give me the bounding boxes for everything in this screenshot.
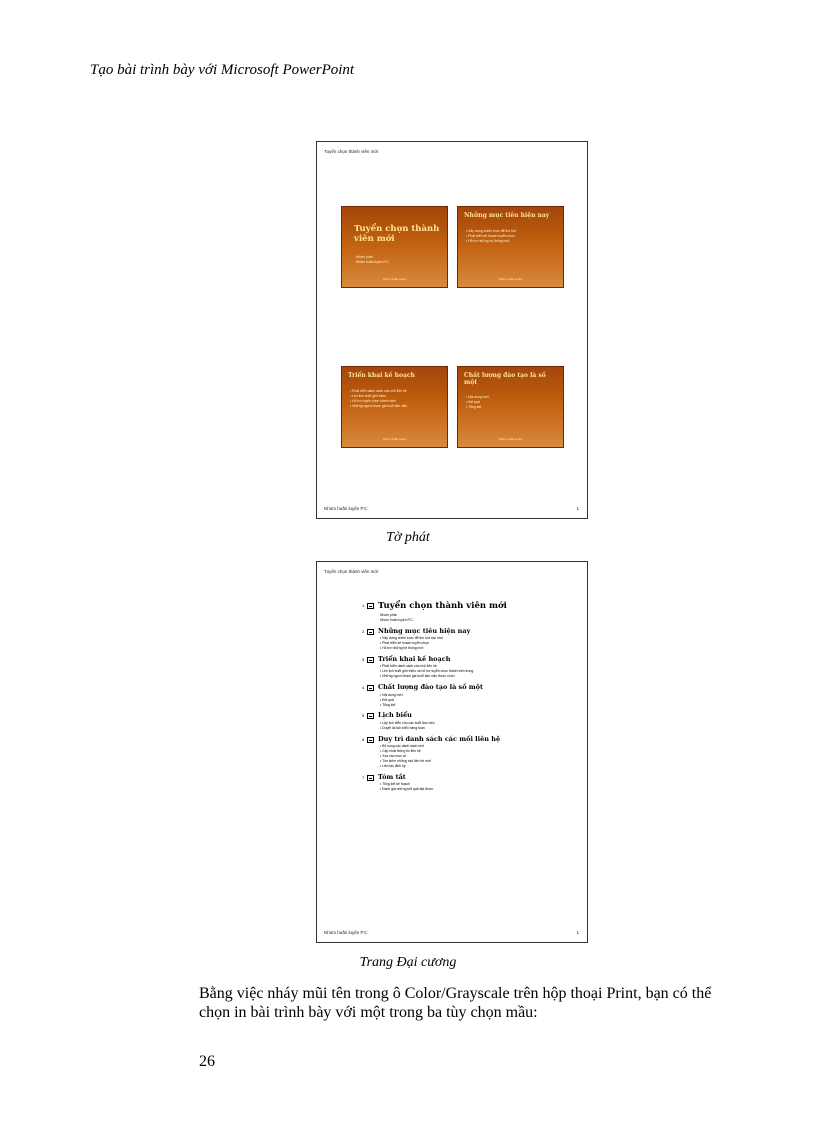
outline-bullet: • Tổng kết <box>380 703 577 708</box>
outline-item <box>362 684 577 707</box>
outline-item <box>362 712 577 730</box>
outline-list <box>362 602 577 797</box>
running-header: Tạo bài trình bày với Microsoft PowerPoint <box>90 62 355 78</box>
outline-header: Tuyển chọn thành viên mới <box>324 569 379 574</box>
slide-bullets <box>466 229 559 244</box>
outline-bullet: • Bổ sung các danh sách mới <box>380 744 577 749</box>
outline-bullet: • Phát triển danh sách các mối liên hệ <box>380 664 577 669</box>
slide-title: Chất lượng đào tạo là số một <box>464 372 546 386</box>
slide-bullet: Nhóm huấn luyện P.C. <box>356 260 390 265</box>
outline-bullet: • Xây dựng chiến lược để thu hút các nhà <box>380 636 577 641</box>
outline-bullet: • Liên lạc định kỳ <box>380 764 577 769</box>
outline-bullet: Nhóm huấn luyện P.C. <box>380 617 414 622</box>
slide-thumbnail-4 <box>457 366 564 448</box>
slide-bullets <box>356 255 443 265</box>
outline-item-number: 6 <box>362 736 365 742</box>
outline-caption: Trang Đại cương <box>359 955 457 970</box>
outline-bullet: • Duyệt lại lịch biểu hàng tuần <box>380 726 577 731</box>
slide-footer: Nhóm huấn luyện <box>498 437 523 441</box>
slide-bullet: • Hỗ trợ những hệ thống mới <box>466 239 559 244</box>
outline-item-number: 2 <box>362 628 365 634</box>
slide-bullet: • Nội dung mới <box>466 395 559 400</box>
outline-item-bullets <box>380 693 577 708</box>
outline-item-title: Tóm tắt <box>378 772 406 781</box>
outline-bullet: • Đánh giá những kết quả đạt được <box>380 787 577 792</box>
outline-item-bullets <box>380 744 577 769</box>
slide-thumbnail-2 <box>457 206 564 288</box>
slide-icon <box>367 629 374 635</box>
slide-footer: Nhóm huấn luyện <box>382 437 407 441</box>
outline-item-number: 4 <box>362 685 365 691</box>
outline-item-title: Triển khai kế hoạch <box>378 654 451 663</box>
handout-header: Tuyển chọn thành viên mới <box>324 149 379 154</box>
outline-bullet: • Lập lịch biểu cho các buổi làm việc <box>380 721 577 726</box>
outline-bullet: • Cập nhật thông tin liên hệ <box>380 749 577 754</box>
outline-footer: Nhóm huấn luyện P.C. <box>324 930 369 935</box>
slide-title: Tuyển chọn thành viên mới <box>354 224 440 244</box>
handout-caption: Tờ phát <box>386 530 430 545</box>
outline-bullet: • Kết quả <box>380 698 577 703</box>
slide-bullet: • Xây dựng chiến lược để thu hút <box>466 229 559 234</box>
outline-bullet: • Tổng kết kế hoạch <box>380 782 577 787</box>
slide-title: Triển khai kế hoạch <box>348 372 415 379</box>
outline-item-bullets <box>380 721 577 731</box>
outline-item-title: Lịch biểu <box>378 711 412 720</box>
outline-item-number: 1 <box>362 603 365 608</box>
handout-page-number: 1 <box>576 506 579 511</box>
outline-item <box>362 656 577 679</box>
outline-item-number: 3 <box>362 656 365 662</box>
outline-bullet: • Tìm kiếm những mối liên hệ mới <box>380 759 577 764</box>
slide-icon <box>367 657 374 663</box>
outline-bullet: • Phát triển kế hoạch tuyển chọn <box>380 641 577 646</box>
outline-item-bullets <box>380 613 577 623</box>
outline-preview <box>316 561 588 943</box>
outline-item-title: Chất lượng đào tạo là số một <box>378 683 484 692</box>
outline-bullet: • Những người tham gia buổi làm việc được chọn <box>380 674 577 679</box>
outline-bullet: • Lên lịch buổi giới thiệu và hỗ trợ tuyển chọn thành viên trong <box>380 669 577 674</box>
slide-footer: Nhóm huấn luyện <box>382 277 407 281</box>
slide-bullet: • Phát triển danh sách các mối liên hệ <box>350 389 443 394</box>
outline-item-bullets <box>380 636 577 651</box>
outline-item-number: 7 <box>362 774 365 780</box>
outline-item-bullets <box>380 782 577 792</box>
slide-bullet: • Phát triển kế hoạch tuyển chọn <box>466 234 559 239</box>
slide-thumbnail-1 <box>341 206 448 288</box>
slide-bullet: • Hỗ trợ tuyển chọn thành viên <box>350 399 443 404</box>
outline-item-title: Những mục tiêu hiện nay <box>378 626 471 635</box>
slide-bullet: • Tổng kết <box>466 405 559 410</box>
outline-item-number: 5 <box>362 713 365 719</box>
slide-thumbnail-3 <box>341 366 448 448</box>
slide-icon <box>367 737 374 743</box>
outline-bullet: • Hỗ trợ những hệ thống mới <box>380 646 577 651</box>
body-paragraph: Bằng việc nháy mũi tên trong ô Color/Grayscale trên hộp thoại Print, bạn có thể chọn in bài trình bày với một trong ba tùy chọn mầu: <box>199 985 712 1021</box>
handout-preview <box>316 141 588 519</box>
slide-bullet: • Lên lịch buổi giới thiệu <box>350 394 443 399</box>
outline-item-title: Tuyển chọn thành viên mới <box>378 601 507 611</box>
slide-bullet: • Những người tham gia buổi làm việc <box>350 404 443 409</box>
page-number: 26 <box>199 1053 215 1070</box>
outline-bullet: • Nội dung mới <box>380 693 577 698</box>
slide-icon <box>367 685 374 691</box>
outline-page-number: 1 <box>576 930 579 935</box>
slide-icon <box>367 775 374 781</box>
slide-bullets <box>350 389 443 409</box>
outline-item-title: Duy trì danh sách các mối liên hệ <box>378 734 501 743</box>
outline-item <box>362 736 577 769</box>
slide-bullet: Nhóm phát <box>356 255 373 259</box>
outline-item <box>362 774 577 792</box>
outline-item-bullets <box>380 664 577 679</box>
slide-footer: Nhóm huấn luyện <box>498 277 523 281</box>
slide-title: Những mục tiêu hiện nay <box>464 212 550 219</box>
outline-item <box>362 602 577 623</box>
handout-footer: Nhóm huấn luyện P.C. <box>324 506 369 511</box>
slide-icon <box>367 603 374 609</box>
outline-bullet: Nhóm phát <box>380 612 397 617</box>
slide-icon <box>367 713 374 719</box>
outline-item <box>362 628 577 651</box>
slide-bullet: • Kết quả <box>466 400 559 405</box>
slide-bullets <box>466 395 559 410</box>
outline-bullet: • Xóa các mục cũ <box>380 754 577 759</box>
